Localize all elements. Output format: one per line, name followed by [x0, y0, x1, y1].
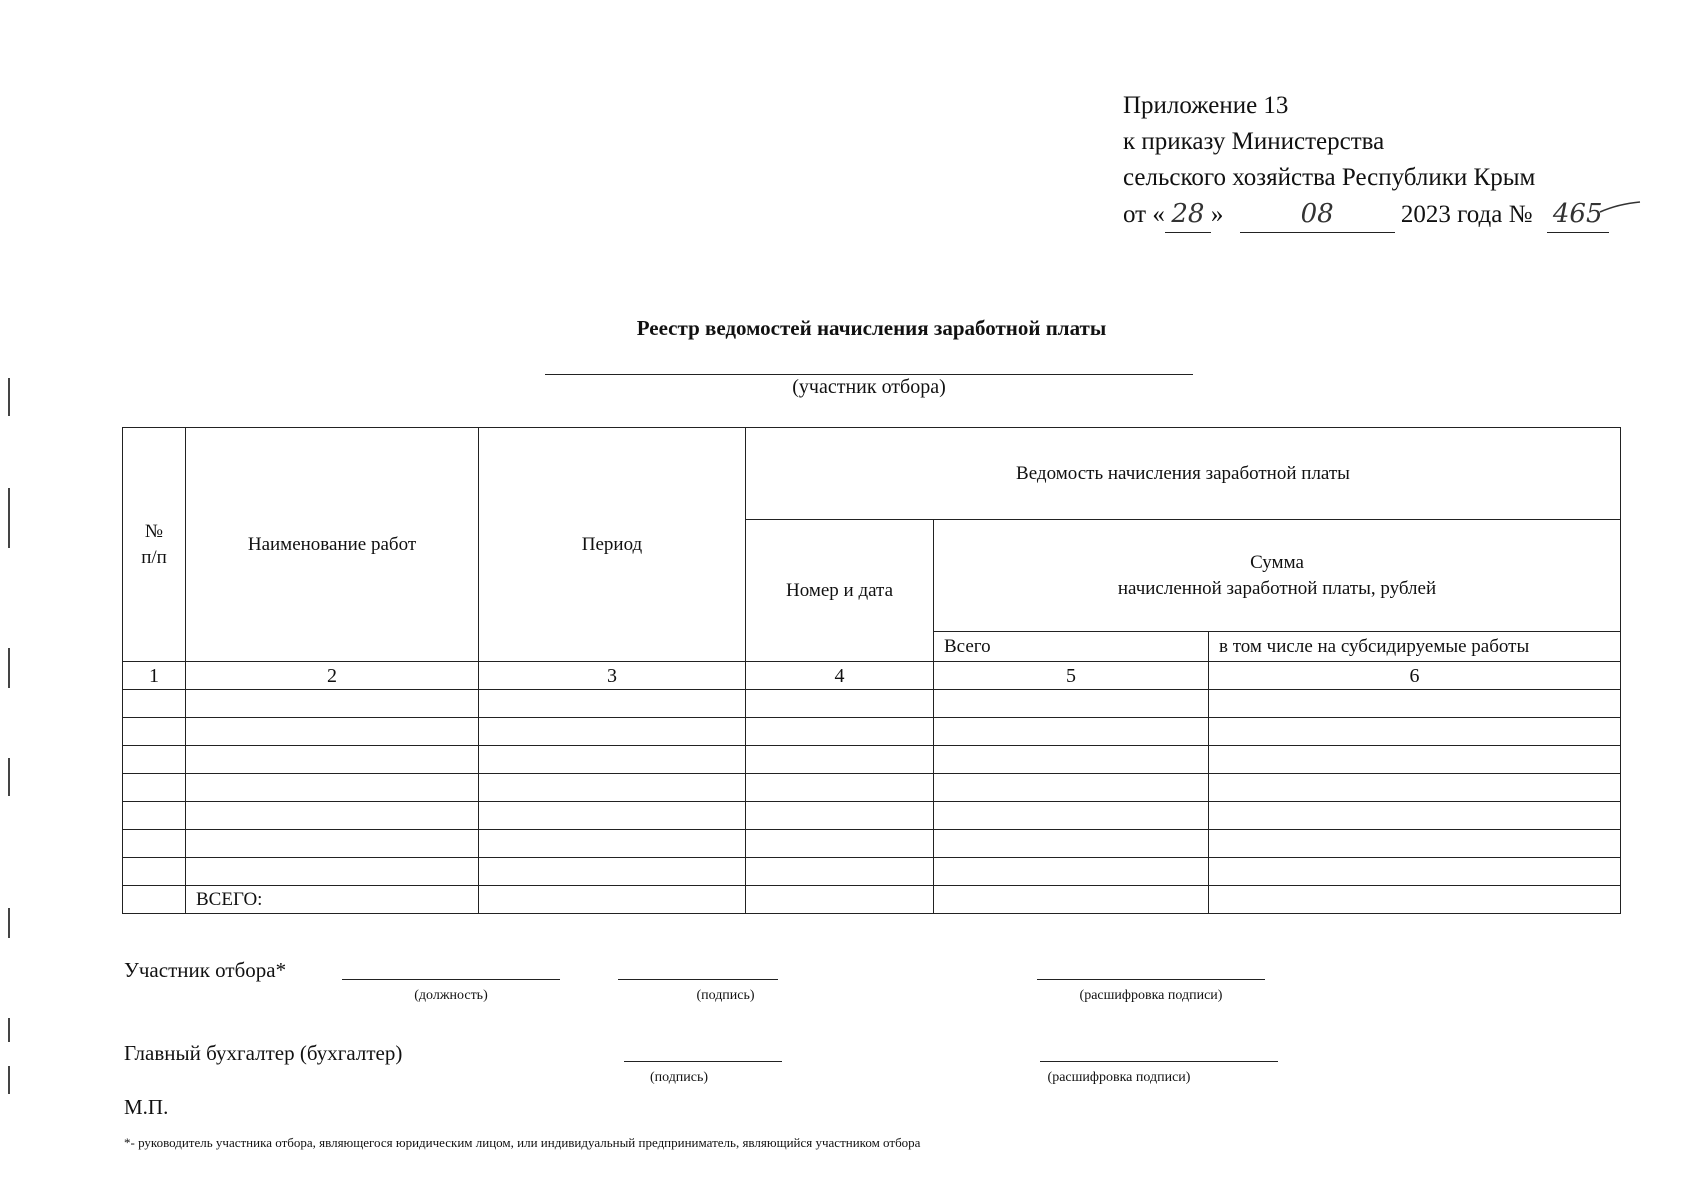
table-row — [123, 690, 1621, 718]
column-number: 1 — [123, 662, 186, 690]
appendix-order-ref: к приказу Министерства — [1123, 128, 1385, 155]
participant-signature-label: Участник отбора* — [124, 958, 287, 982]
column-number: 2 — [186, 662, 479, 690]
table-row — [123, 746, 1621, 774]
decoding-caption: (расшифровка подписи) — [1079, 988, 1223, 1003]
seal-placeholder: М.П. — [124, 1095, 169, 1119]
position-line — [342, 979, 560, 980]
scan-artifact-mark — [8, 488, 10, 548]
date-year-label: 2023 года № — [1400, 201, 1533, 228]
accountant-signature-line — [624, 1061, 782, 1062]
header-subsidized: в том числе на субсидируемые работы — [1209, 632, 1621, 662]
column-number: 6 — [1209, 662, 1621, 690]
date-prefix: от « — [1123, 201, 1165, 228]
header-period: Период — [479, 428, 746, 662]
table-row — [123, 774, 1621, 802]
header-num: № п/п — [123, 428, 186, 662]
decoding-line — [1037, 979, 1265, 980]
scan-artifact-mark — [8, 1018, 10, 1042]
header-statement: Ведомость начисления заработной платы — [746, 428, 1621, 520]
column-number: 3 — [479, 662, 746, 690]
scan-artifact-mark — [8, 1066, 10, 1094]
approval-block — [1123, 88, 1609, 233]
table-row — [123, 718, 1621, 746]
payroll-registry-table — [122, 427, 1621, 914]
appendix-number: Приложение 13 — [1123, 92, 1289, 119]
scan-artifact-mark — [8, 908, 10, 938]
header-work-name: Наименование работ — [186, 428, 479, 662]
date-mid: » — [1210, 201, 1224, 228]
column-number: 4 — [746, 662, 934, 690]
appendix-date-line — [1123, 196, 1609, 233]
accountant-decoding-line — [1040, 1061, 1278, 1062]
header-total: Всего — [934, 632, 1209, 662]
signature-line — [618, 979, 778, 980]
header-sum: Сумма начисленной заработной платы, рублей — [934, 520, 1621, 632]
header-number-date: Номер и дата — [746, 520, 934, 662]
column-number: 5 — [934, 662, 1209, 690]
table-row — [123, 802, 1621, 830]
table-row — [123, 858, 1621, 886]
participant-caption: (участник отбора) — [792, 376, 946, 398]
handwriting-flourish — [1598, 200, 1642, 214]
column-number-row — [123, 662, 1621, 690]
participant-name-line — [545, 374, 1193, 375]
footnote: *- руководитель участника отбора, являющегося юридическим лицом, или индивидуальный предприниматель, являющийся участником отбора — [124, 1135, 921, 1150]
scan-artifact-mark — [8, 378, 10, 416]
total-row — [123, 886, 1621, 914]
table-row — [123, 830, 1621, 858]
scan-artifact-mark — [8, 648, 10, 688]
document-title: Реестр ведомостей начисления заработной платы — [636, 316, 1107, 340]
accountant-signature-caption: (подпись) — [649, 1070, 709, 1085]
scan-artifact-mark — [8, 758, 10, 796]
date-day-field: 28 — [1165, 196, 1211, 233]
position-caption: (должность) — [414, 988, 488, 1003]
accountant-decoding-caption: (расшифровка подписи) — [1047, 1070, 1191, 1085]
total-label: ВСЕГО: — [186, 886, 479, 914]
appendix-ministry: сельского хозяйства Республики Крым — [1123, 164, 1536, 191]
date-month-field: 08 — [1240, 196, 1395, 233]
signature-caption: (подпись) — [696, 988, 755, 1003]
order-number-field: 465 — [1547, 196, 1609, 233]
accountant-signature-label: Главный бухгалтер (бухгалтер) — [124, 1041, 403, 1065]
